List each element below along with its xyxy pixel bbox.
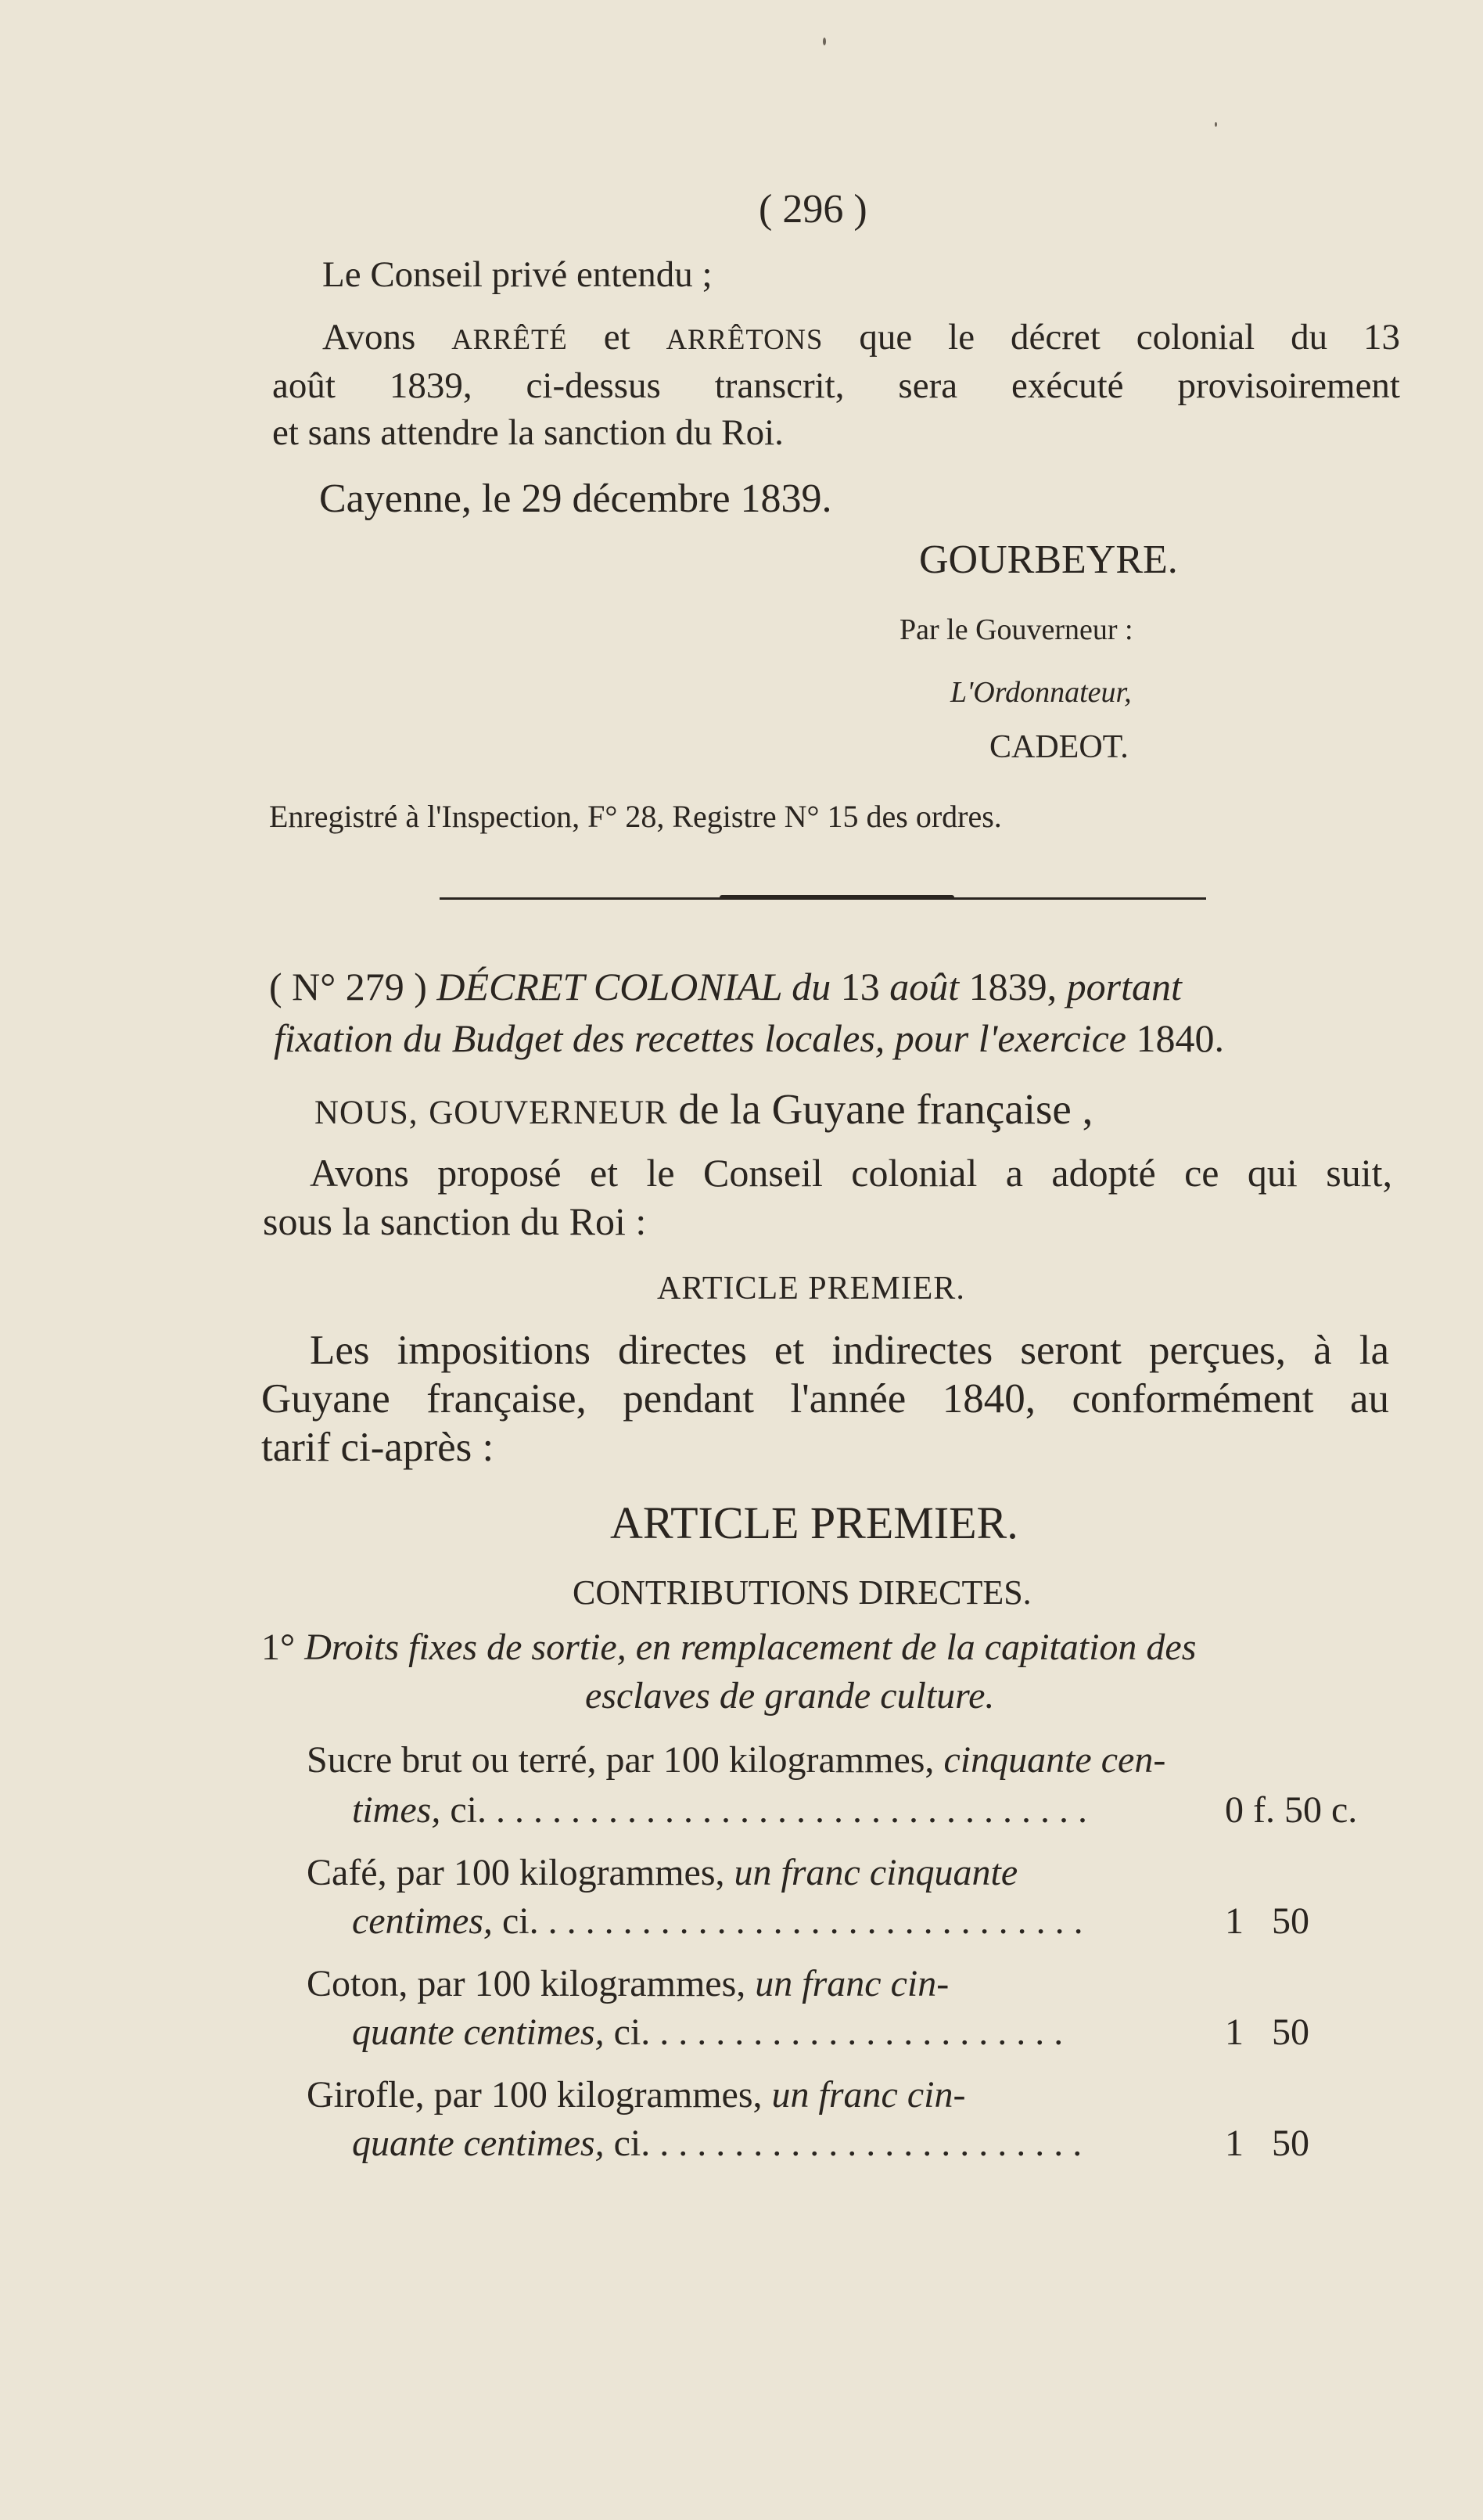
tariff-row-line2 — [352, 1900, 1083, 1942]
separator-rule-thick — [720, 895, 954, 900]
tariff-row-line2 — [352, 2011, 1064, 2053]
tariff-row-line2 — [352, 1789, 1087, 1831]
tariff-row-line1 — [307, 1854, 1018, 1892]
tariff-rate-words-cont: centimes, — [352, 1900, 493, 1942]
paper-speck — [1215, 122, 1217, 127]
decree-heading-line2 — [274, 1016, 1224, 1060]
tariff-item: Café, par 100 kilogrammes, — [307, 1852, 725, 1893]
tariff-ci: ci — [613, 2123, 641, 2164]
arrete-line — [322, 319, 1400, 356]
gouverneur-word: GOUVERNEUR — [429, 1095, 668, 1131]
tariff-rate-words: un franc cin- — [771, 2074, 966, 2116]
decree-subject: fixation du Budget des recettes locales, pour l'exercice — [274, 1016, 1126, 1060]
tariff-ci: ci — [501, 1900, 530, 1942]
tariff-row-line2 — [352, 2125, 1082, 2162]
tariff-rate-words: un franc cin- — [755, 1963, 950, 2004]
sanction-roi-line: sous la sanction du Roi : — [263, 1199, 647, 1243]
tariff-item: Girofle, par 100 kilogrammes, — [307, 2074, 763, 2116]
tariff-rate-words: cinquante cen- — [943, 1739, 1166, 1781]
droits-line2: esclaves de grande culture. — [585, 1675, 995, 1717]
registration-note: Enregistré à l'Inspection, F° 28, Registre N° 15 des ordres. — [269, 799, 1002, 834]
dot-leader: . . . . . . . . . . . . . . . . . . . . . . . . . . . . . . — [529, 1900, 1083, 1942]
decree-portant: portant — [1066, 965, 1182, 1008]
item-number: 1° — [261, 1627, 296, 1668]
decree-heading-line1 — [269, 967, 1182, 1006]
contributions-heading: CONTRIBUTIONS DIRECTES. — [573, 1573, 1032, 1612]
avons-word: Avons — [322, 317, 416, 358]
nous-word: NOUS, — [314, 1095, 418, 1131]
et-word: et — [603, 317, 630, 358]
ordonnateur: L'Ordonnateur, — [950, 676, 1132, 709]
page-number: ( 296 ) — [759, 187, 867, 232]
signature-cadeot: CADEOT. — [989, 729, 1129, 765]
droits-title: Droits fixes de sortie, en remplacement de la capitation des — [304, 1627, 1197, 1668]
impositions-line1: Les impositions directes et indirectes seront perçues, à la — [310, 1328, 1389, 1373]
tariff-ci: ci — [613, 2011, 641, 2053]
tariff-row-line1 — [307, 1739, 1166, 1781]
arrete-word: ARRÊTÉ — [451, 323, 568, 355]
tariff-rate-words-cont: times, — [352, 1789, 441, 1831]
aout-line: août 1839, ci-dessus transcrit, sera exécuté provisoirement — [272, 365, 1400, 406]
impositions-line3: tarif ci-après : — [261, 1425, 494, 1470]
date-line: Cayenne, le 29 décembre 1839. — [319, 476, 832, 521]
tariff-item: Coton, par 100 kilogrammes, — [307, 1963, 746, 2004]
avons-propose-line: Avons proposé et le Conseil colonial a adopté ce qui suit, — [310, 1151, 1392, 1195]
signature-gourbeyre: GOURBEYRE. — [919, 537, 1178, 582]
decree-day: 13 — [840, 965, 880, 1008]
impositions-line2: Guyane française, pendant l'année 1840, conformément au — [261, 1376, 1389, 1422]
dot-leader: . . . . . . . . . . . . . . . . . . . . . . . . . . . . . . . . . — [476, 1789, 1087, 1831]
tariff-amount: 0 f. 50 c. — [1225, 1789, 1358, 1831]
conseil-line: Le Conseil privé entendu ; — [322, 254, 713, 295]
decree-title: DÉCRET COLONIAL du — [436, 965, 831, 1008]
tariff-row-line1 — [307, 2076, 965, 2114]
droits-line1 — [261, 1629, 1389, 1666]
tariff-ci: ci — [450, 1789, 477, 1831]
decree-exercice-year: 1840. — [1136, 1016, 1224, 1060]
guyane-words: de la Guyane française , — [678, 1085, 1093, 1133]
decree-year: 1839, — [968, 965, 1057, 1008]
arrete-line-rest: que le décret colonial du 13 — [859, 317, 1401, 358]
tariff-row-line1 — [307, 1965, 949, 2003]
par-le-gouverneur: Par le Gouverneur : — [899, 613, 1133, 646]
article-heading: ARTICLE PREMIER. — [610, 1497, 1018, 1548]
arretons-word: ARRÊTONS — [666, 323, 824, 355]
sanction-line: et sans attendre la sanction du Roi. — [272, 412, 784, 453]
tariff-rate-words-cont: quante centimes, — [352, 2011, 605, 2053]
tariff-amount: 1 50 — [1225, 2011, 1309, 2053]
tariff-item: Sucre brut ou terré, par 100 kilogrammes, — [307, 1739, 935, 1781]
tariff-amount: 1 50 — [1225, 2123, 1309, 2164]
dot-leader: . . . . . . . . . . . . . . . . . . . . . . . — [641, 2011, 1064, 2053]
tariff-rate-words-cont: quante centimes, — [352, 2123, 605, 2164]
article-premier-small: ARTICLE PREMIER. — [657, 1271, 965, 1307]
tariff-rate-words: un franc cinquante — [734, 1852, 1018, 1893]
decree-month: août — [889, 965, 960, 1008]
decree-number: ( N° 279 ) — [269, 965, 427, 1008]
tariff-amount: 1 50 — [1225, 1900, 1309, 1942]
nous-line — [314, 1087, 1093, 1131]
dot-leader: . . . . . . . . . . . . . . . . . . . . . . . . — [641, 2123, 1083, 2164]
paper-speck — [823, 38, 826, 45]
